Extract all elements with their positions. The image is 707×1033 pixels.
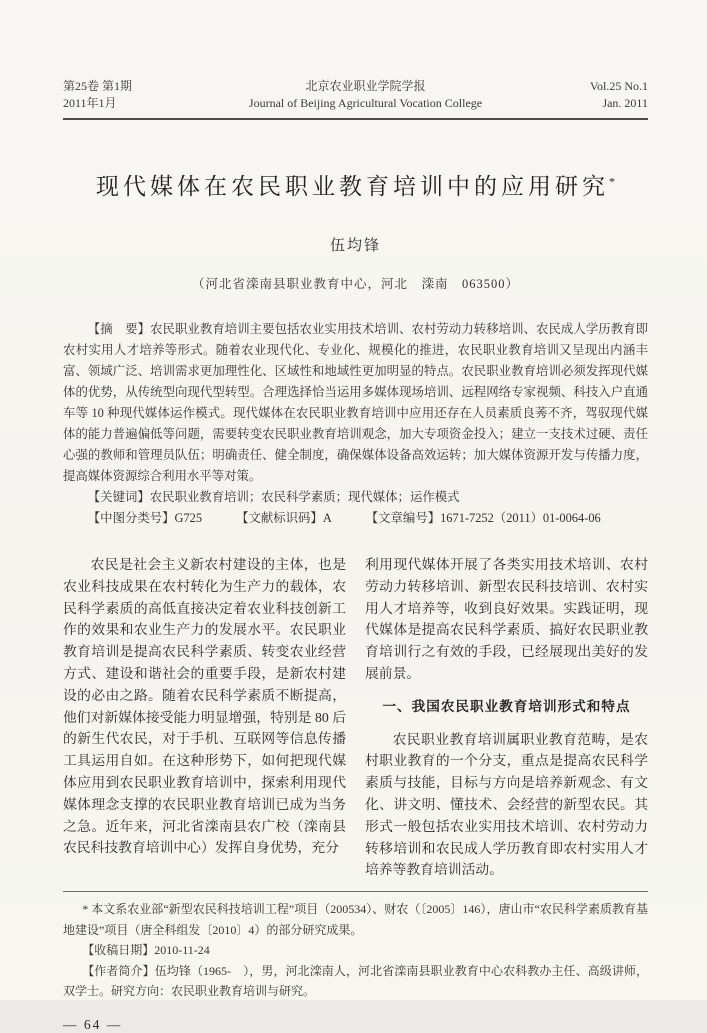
section-1-paragraph: 农民职业教育培训属职业教育范畴，是农村职业教育的一个分支，重点是提高农民科学素质与技能，目标与方向是培养新观念、有文化、讲文明、懂技术、会经营的新型农民。其形式一般包括农业实用技术培训、农村劳动力转移培训和农民成人学历教育即农村实用人才培养等教育培训活动。 (365, 731, 648, 878)
abstract-paragraph (63, 319, 648, 487)
doc-code-label: 【文献标识码】 (236, 511, 323, 525)
clc-value: G725 (174, 511, 203, 525)
section-1-heading: 一、我国农民职业教育培训形式和特点 (382, 698, 631, 714)
title-footnote-mark: * (609, 174, 615, 189)
footnote-divider (63, 891, 648, 892)
intro-paragraph-right: 利用现代媒体开展了各类实用技术培训、农村劳动力转移培训、新型农民科技培训、农村实用人才培养等，收到良好效果。实践证明，现代媒体是提高农民科学素质、搞好农民职业教育培训行之有效的手段，已经展现出美好的发展前景。 (365, 557, 648, 681)
author-bio-line (63, 961, 648, 1002)
doc-code-value: A (322, 511, 332, 525)
classification-line (63, 508, 648, 529)
header-issue-cn (63, 78, 173, 112)
abstract-text: 农民职业教育培训主要包括农业实用技术培训、农村劳动力转移培训、农民成人学历教育即农村实用人才培养等形式。随着农业现代化、专业化、规模化的推进，农民职业教育培训又呈现出内涵丰富、领域广泛、培训需求更加理性化、区域性和地域性更加明显的特点。农民职业教育培训必须发挥现代媒体的优势，从传统型向现代型转型。合理选择恰当运用多媒体现场培训、远程网络专家视频、科技入户直通车等 10 种现代媒体运作模式。现代媒体在农民职业教育培训中应用还存在人员素质良莠不齐，驾驭现代媒体的能力普遍偏低等问题，需要转变农民职业教育培训观念，加大专项资金投入；建立一支技术过硬、责任心强的教师和管理员队伍；明确责任、健全制度，确保媒体设备高效运转；加大媒体资源开发与传播力度，提高媒体资源综合利用水平等对策。 (63, 322, 649, 483)
article-meta (63, 319, 648, 529)
body-column-right (365, 554, 648, 881)
received-label: 【收稿日期】 (82, 943, 155, 958)
body-column-left (63, 554, 346, 881)
journal-header (63, 78, 648, 112)
header-journal-name (173, 78, 558, 112)
abstract-label: 【摘 要】 (87, 322, 151, 336)
body-columns (63, 554, 648, 881)
article-no-label: 【文章编号】 (365, 511, 441, 525)
page-number: — 64 — (63, 1016, 123, 1032)
received-date-line (63, 940, 648, 961)
header-issue-en (558, 78, 648, 112)
clc-label: 【中图分类号】 (87, 511, 175, 525)
header-volume-issue-cn: 第25卷 第1期 (63, 79, 133, 93)
author-name: 伍均锋 (329, 238, 381, 254)
journal-name-en: Journal of Beijing Agricultural Vocation College (248, 96, 483, 110)
header-divider (63, 118, 648, 120)
funding-text: 本文系农业部“新型农民科技培训工程”项目（200534）、财农（〔2005〕146），唐山市“农民科学素质教育基地建设”项目（唐全科组发〔2010〕4）的部分研究成果。 (63, 902, 649, 937)
funding-mark: * (82, 902, 89, 917)
header-date-cn: 2011年1月 (63, 96, 117, 110)
header-date-en: Jan. 2011 (602, 96, 648, 110)
journal-name-cn: 北京农业职业学院学报 (305, 79, 426, 93)
keywords-label: 【关键词】 (87, 490, 150, 504)
header-volume-issue-en: Vol.25 No.1 (589, 79, 648, 93)
article-title (63, 168, 648, 201)
article-title-text: 现代媒体在农民职业教育培训中的应用研究 (96, 174, 609, 199)
keywords-line (63, 487, 648, 508)
footnotes (63, 899, 648, 1002)
bio-label: 【作者简介】 (82, 963, 155, 978)
article-no-value: 1671-7252（2011）01-0064-06 (440, 511, 601, 525)
keywords-text: 农民职业教育培训；农民科学素质；现代媒体；运作模式 (149, 490, 460, 504)
funding-note (63, 899, 648, 940)
received-value: 2010-11-24 (154, 943, 210, 958)
author-affiliation: （河北省滦南县职业教育中心，河北 滦南 063500） (191, 277, 519, 291)
intro-paragraph-left: 农民是社会主义新农村建设的主体，也是农业科技成果在农村转化为生产力的载体，农民科学素质的高低直接决定着农业科技创新工作的效果和农业生产力的发展水平。农民职业教育培训是提高农民科学素质、转变农业经营方式、建设和谐社会的重要手段，是新农村建设的必由之路。随着农民科学素质不断提高，他们对新媒体接受能力明显增强，特别是 80 后的新生代农民，对于手机、互联网等信息传播工具运用自如。在这种形势下，如何把现代媒体应用到农民职业教育培训中，探索利用现代媒体理念支撑的农民职业教育培训已成为当务之急。近年来，河北省滦南县农广校（滦南县农民科技教育培训中心）发挥自身优势，充分 (63, 557, 346, 856)
bio-text: 伍均锋（1965- ），男，河北滦南人，河北省滦南县职业教育中心农科教办主任、高级讲师，双学士。研究方向：农民职业教育培训与研究。 (63, 963, 648, 999)
